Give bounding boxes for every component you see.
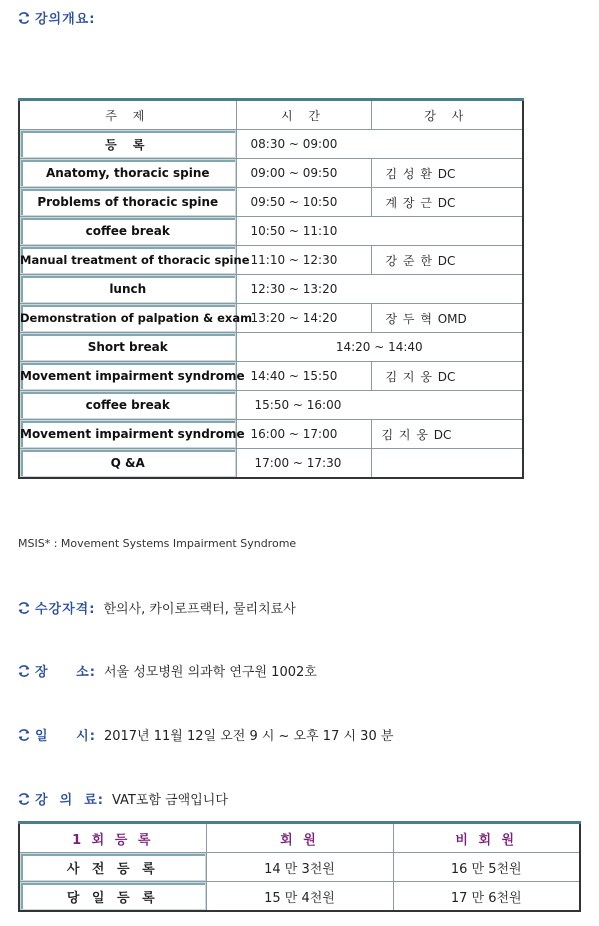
lecturer-cell: 장 두 혁 OMD — [371, 304, 523, 333]
fee-header-member: 회 원 — [206, 823, 393, 853]
qualification-label: 수강자격: — [35, 602, 96, 617]
overview-heading — [17, 8, 95, 27]
time-cell: 11:10 ~ 12:30 — [236, 246, 371, 275]
location-row — [17, 661, 317, 680]
fee-nonmember-cell: 16 만 5천원 — [393, 853, 580, 882]
topic-cell: coffee break — [19, 391, 236, 420]
time-cell: 09:00 ~ 09:50 — [236, 159, 371, 188]
fee-header-nonmember: 비 회 원 — [393, 823, 580, 853]
refresh-icon — [17, 728, 31, 742]
time-cell: 14:40 ~ 15:50 — [236, 362, 371, 391]
time-cell: 09:50 ~ 10:50 — [236, 188, 371, 217]
refresh-icon — [17, 664, 31, 678]
time-cell: 16:00 ~ 17:00 — [236, 420, 371, 449]
time-cell: 12:30 ~ 13:20 — [236, 275, 523, 304]
fee-row-label: 사 전 등 록 — [19, 853, 206, 882]
topic-cell: Movement impairment syndrome — [19, 420, 236, 449]
lecturer-cell — [371, 449, 523, 479]
fee-nonmember-cell: 17 만 6천원 — [393, 882, 580, 912]
lecturer-cell: 김 지 웅 DC — [371, 420, 523, 449]
refresh-icon — [17, 11, 31, 25]
lecturer-cell: 계 장 근 DC — [371, 188, 523, 217]
header-lecturer: 강 사 — [371, 100, 523, 130]
refresh-icon — [17, 792, 31, 806]
table-row — [19, 420, 523, 449]
header-topic: 주 제 — [19, 100, 236, 130]
topic-cell: Manual treatment of thoracic spine — [19, 246, 236, 275]
topic-cell: Q &A — [19, 449, 236, 479]
topic-cell: Demonstration of palpation & exam — [19, 304, 236, 333]
table-row — [19, 217, 523, 246]
fee-value: VAT포함 금액입니다 — [111, 793, 228, 808]
table-row — [19, 246, 523, 275]
fee-label: 강 의 료: — [35, 793, 104, 808]
table-row — [19, 304, 523, 333]
schedule-table — [18, 98, 524, 479]
header-time: 시 간 — [236, 100, 371, 130]
table-row — [19, 853, 580, 882]
fee-table — [18, 821, 581, 912]
topic-cell: Short break — [19, 333, 236, 362]
topic-cell: 등 록 — [19, 130, 236, 159]
time-cell: 17:00 ~ 17:30 — [236, 449, 371, 479]
location-label: 장 소: — [35, 665, 96, 680]
msis-note: MSIS* : Movement Systems Impairment Syndrome — [18, 537, 297, 550]
table-row — [19, 188, 523, 217]
lecturer-cell: 김 성 환 DC — [371, 159, 523, 188]
location-value: 서울 성모병원 의과학 연구원 1002호 — [103, 665, 317, 680]
time-cell: 10:50 ~ 11:10 — [236, 217, 523, 246]
table-row — [19, 130, 523, 159]
fee-row — [17, 789, 228, 808]
time-cell: 14:20 ~ 14:40 — [236, 333, 523, 362]
fee-member-cell: 14 만 3천원 — [206, 853, 393, 882]
refresh-icon — [17, 601, 31, 615]
overview-label: 강의개요: — [35, 12, 96, 27]
fee-row-label: 당 일 등 록 — [19, 882, 206, 912]
fee-header-row — [19, 823, 580, 853]
qualification-row — [17, 598, 296, 617]
table-row — [19, 333, 523, 362]
topic-cell: lunch — [19, 275, 236, 304]
date-value: 2017년 11월 12일 오전 9 시 ~ 오후 17 시 30 분 — [103, 729, 394, 744]
qualification-value: 한의사, 카이로프랙터, 물리치료사 — [103, 602, 296, 617]
topic-cell: coffee break — [19, 217, 236, 246]
time-cell: 15:50 ~ 16:00 — [236, 391, 523, 420]
fee-header-registration: 1 회 등 록 — [19, 823, 206, 853]
topic-cell: Anatomy, thoracic spine — [19, 159, 236, 188]
table-row — [19, 391, 523, 420]
table-row — [19, 362, 523, 391]
topic-cell: Problems of thoracic spine — [19, 188, 236, 217]
table-row — [19, 449, 523, 479]
lecturer-cell: 강 준 한 DC — [371, 246, 523, 275]
schedule-header-row — [19, 100, 523, 130]
time-cell: 08:30 ~ 09:00 — [236, 130, 523, 159]
table-row — [19, 159, 523, 188]
lecturer-cell: 김 지 웅 DC — [371, 362, 523, 391]
table-row — [19, 882, 580, 912]
fee-member-cell: 15 만 4천원 — [206, 882, 393, 912]
table-row — [19, 275, 523, 304]
time-cell: 13:20 ~ 14:20 — [236, 304, 371, 333]
date-row — [17, 725, 393, 744]
topic-cell: Movement impairment syndrome — [19, 362, 236, 391]
date-label: 일 시: — [35, 729, 96, 744]
